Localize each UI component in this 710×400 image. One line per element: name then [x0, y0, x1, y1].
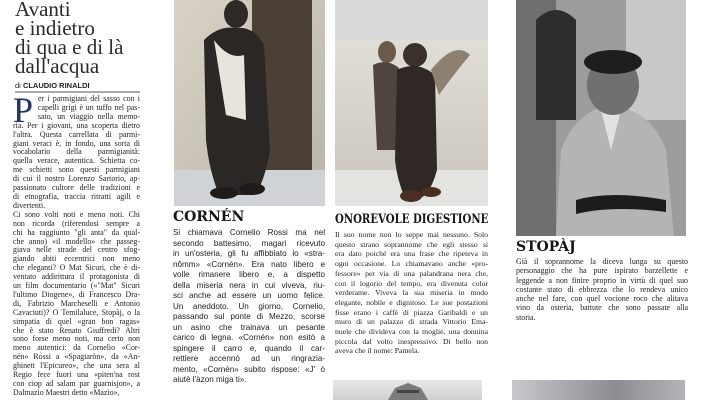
text-line: ventato addirittura il protagonista di [13, 273, 140, 282]
text-line: volle rimanere libero e, a dispetto [173, 270, 325, 279]
text-line: capelli grigi è un tuffo nel pas- [38, 103, 140, 112]
profile-text [516, 257, 688, 322]
text-line: che eleganti? O Mat Sicuri, che è di- [13, 264, 140, 273]
headline [15, 0, 123, 76]
text-line: Già il soprannome la diceva lunga su questo [516, 257, 688, 266]
text-line: secondo battesimo, magari ricevuto [173, 238, 325, 248]
text-line: passionato cultore delle tradizioni e [13, 184, 140, 193]
text-line: l'altra. Questa carrellata di parmi- [13, 130, 140, 139]
text-line: elegante, nobile e dignitoso. Le sue postazioni [335, 297, 488, 307]
headline-line: di qua e di là [15, 35, 124, 59]
byline [15, 81, 140, 93]
text-line: vocabolario della parmigianità: [13, 148, 140, 157]
photo-bottom-portrait [512, 380, 685, 400]
text-line: nuele che divideva con la moglie, una donnina [335, 327, 488, 337]
text-line: Regio fece fuori una «piten'na rost [13, 371, 140, 380]
text-line: con ciop ad salam par guarnisjon», a [13, 380, 140, 388]
text-line: leggende a non finire proprio in virtù di quel suo [516, 275, 688, 285]
text-line: l'ultimo Diogene», di Francesco Dra- [13, 290, 140, 299]
text-line: storia. [516, 312, 536, 322]
text-line: sato, un viaggio nella memo- [38, 112, 140, 121]
text-line: Cavaciuti)? O Temilaluce, Stopàj, o la [13, 308, 140, 317]
text-line: ghinett l'Epicureo», che una sera al [13, 362, 140, 371]
text-line: sci anche ad essere un uomo felice. [173, 291, 325, 300]
text-line: passando sul ponte di Mezzo, scorse [173, 312, 325, 321]
text-line: questo strano soprannome che egli stesso si [335, 239, 488, 249]
text-line: rettiere accennò ad un ringrazia- [173, 354, 325, 363]
text-line: quella verace, autentica. Schietta co- [13, 157, 140, 166]
headline-line: Avanti [15, 0, 71, 21]
text-line: che anno) «il modello» che passeg- [13, 237, 140, 246]
text-line: non ricorda (riferendosi sempre a [13, 219, 140, 228]
text-line: me schietti sono questi parmigiani [13, 166, 140, 175]
photo-onorevole-digestione [335, 0, 488, 206]
text-line: chi ha raggiunto "gli anta" da qual- [13, 228, 140, 237]
byline-author: CLAUDIO RINALDI [22, 81, 90, 90]
headline-line: dall'acqua [15, 54, 100, 78]
text-line: era dato poiché era una frase che ripeteva in [335, 249, 488, 259]
photo-cornen [174, 0, 325, 206]
text-line: un film documentario («"Mat" Sicuri [13, 282, 140, 291]
text-line: fisse erano i caffè di piazza Garibaldi e un [335, 307, 488, 317]
drop-cap: P [13, 96, 34, 122]
text-line: verderame. Viveva la sua miseria in modo [335, 288, 488, 298]
text-line: spingere il carro e, quando il car- [173, 343, 325, 353]
text-line: Dalmazio Maestri detto «Mazio», [13, 388, 120, 397]
profile-title: STOPÀJ [516, 239, 576, 255]
text-line: aveva che il nome: Pamela. [335, 346, 420, 356]
text-line: di cui il nostro Lorenzo Sartorio, ap- [13, 175, 140, 184]
headline-line: e indietro [15, 16, 95, 40]
text-line: muro di un palazzo di strada Vittorio Ema- [335, 317, 488, 327]
text-line: di etnografia, traccia ritratti agili e [13, 192, 140, 201]
text-line: costante stato di ebbrezza che lo rendeva unico [516, 284, 688, 294]
text-line: giani veraci è, in fondo, una sorta di [13, 139, 140, 148]
text-line: con il logorio del tempo, era divenuta color [335, 278, 488, 288]
text-line: carico di legna. «Cornén» non esitò a [173, 333, 325, 342]
text-line: ogni occasione. Lo chiamavano anche «pro- [335, 259, 488, 269]
profile-title: ONOREVOLE DIGESTIONE [335, 212, 489, 227]
text-line: giava nelle strade del centro sfog- [13, 246, 140, 255]
text-line: anche nel fare, con quel vocione roco che alitava [516, 294, 688, 304]
article-body [13, 95, 140, 398]
text-line: simpatia di quel «gran bon ragas» [13, 317, 140, 326]
profile-text [173, 228, 325, 386]
text-line: un asino che trainava un pesante [173, 322, 325, 332]
text-line: piccola dal volto inespressivo. Di bello non [335, 336, 488, 346]
text-line: er i parmigiani del sasso con i [38, 95, 140, 103]
text-line: Ci sono volti noti e meno noti. Chi [13, 210, 140, 219]
text-line: Un aneddoto. Un giorno, Cornelio, [173, 301, 325, 311]
text-line: fessore» per via di una palandrana nera che, [335, 268, 488, 278]
text-line: mento, «Cornén» subito rispose: «J' ò [173, 364, 325, 374]
text-line: Il suo nome non lo seppe mai nessuno. Solo [335, 230, 488, 239]
text-line: meno autentici: da Cornelio «Cor- [13, 344, 140, 353]
profile-text [335, 230, 488, 356]
profile-title: CORNÉN [173, 209, 245, 225]
text-line: della miseria nera in cui viveva, riu- [173, 280, 325, 290]
text-line: giando abiti eccentrici non meno [13, 255, 140, 264]
text-line: aiutè l'àzon miga ti». [173, 375, 247, 384]
text-line: sono forse meno noti, ma certo non [13, 335, 140, 344]
photo-stopaj [516, 0, 686, 236]
text-line: personaggio che ha pure ispirato barzellette e [516, 266, 688, 276]
photo-bottom-building [333, 380, 482, 400]
byline-prefix: di [15, 81, 21, 90]
text-line: vino da osteria, battute che sono passate alla [516, 303, 688, 313]
text-line: divertenti. [13, 201, 46, 210]
text-line: in un'osteria, gli fu affibbiato lo «stra- [173, 249, 325, 258]
text-line: ria. Per i giovani, una scoperta dietro [13, 121, 140, 130]
text-line: nômm» «Cornén». Era nato libero e [173, 259, 325, 269]
text-line: nén» Rossi a «Spagiaròn», da «An- [13, 353, 140, 362]
text-line: che è stato Renato Giuffredi? Altri [13, 326, 140, 335]
text-line: Si chiamava Cornelio Rossi ma nel [173, 228, 325, 237]
text-line: di, Fabrizio Marcheselli e Antonio [13, 299, 140, 308]
